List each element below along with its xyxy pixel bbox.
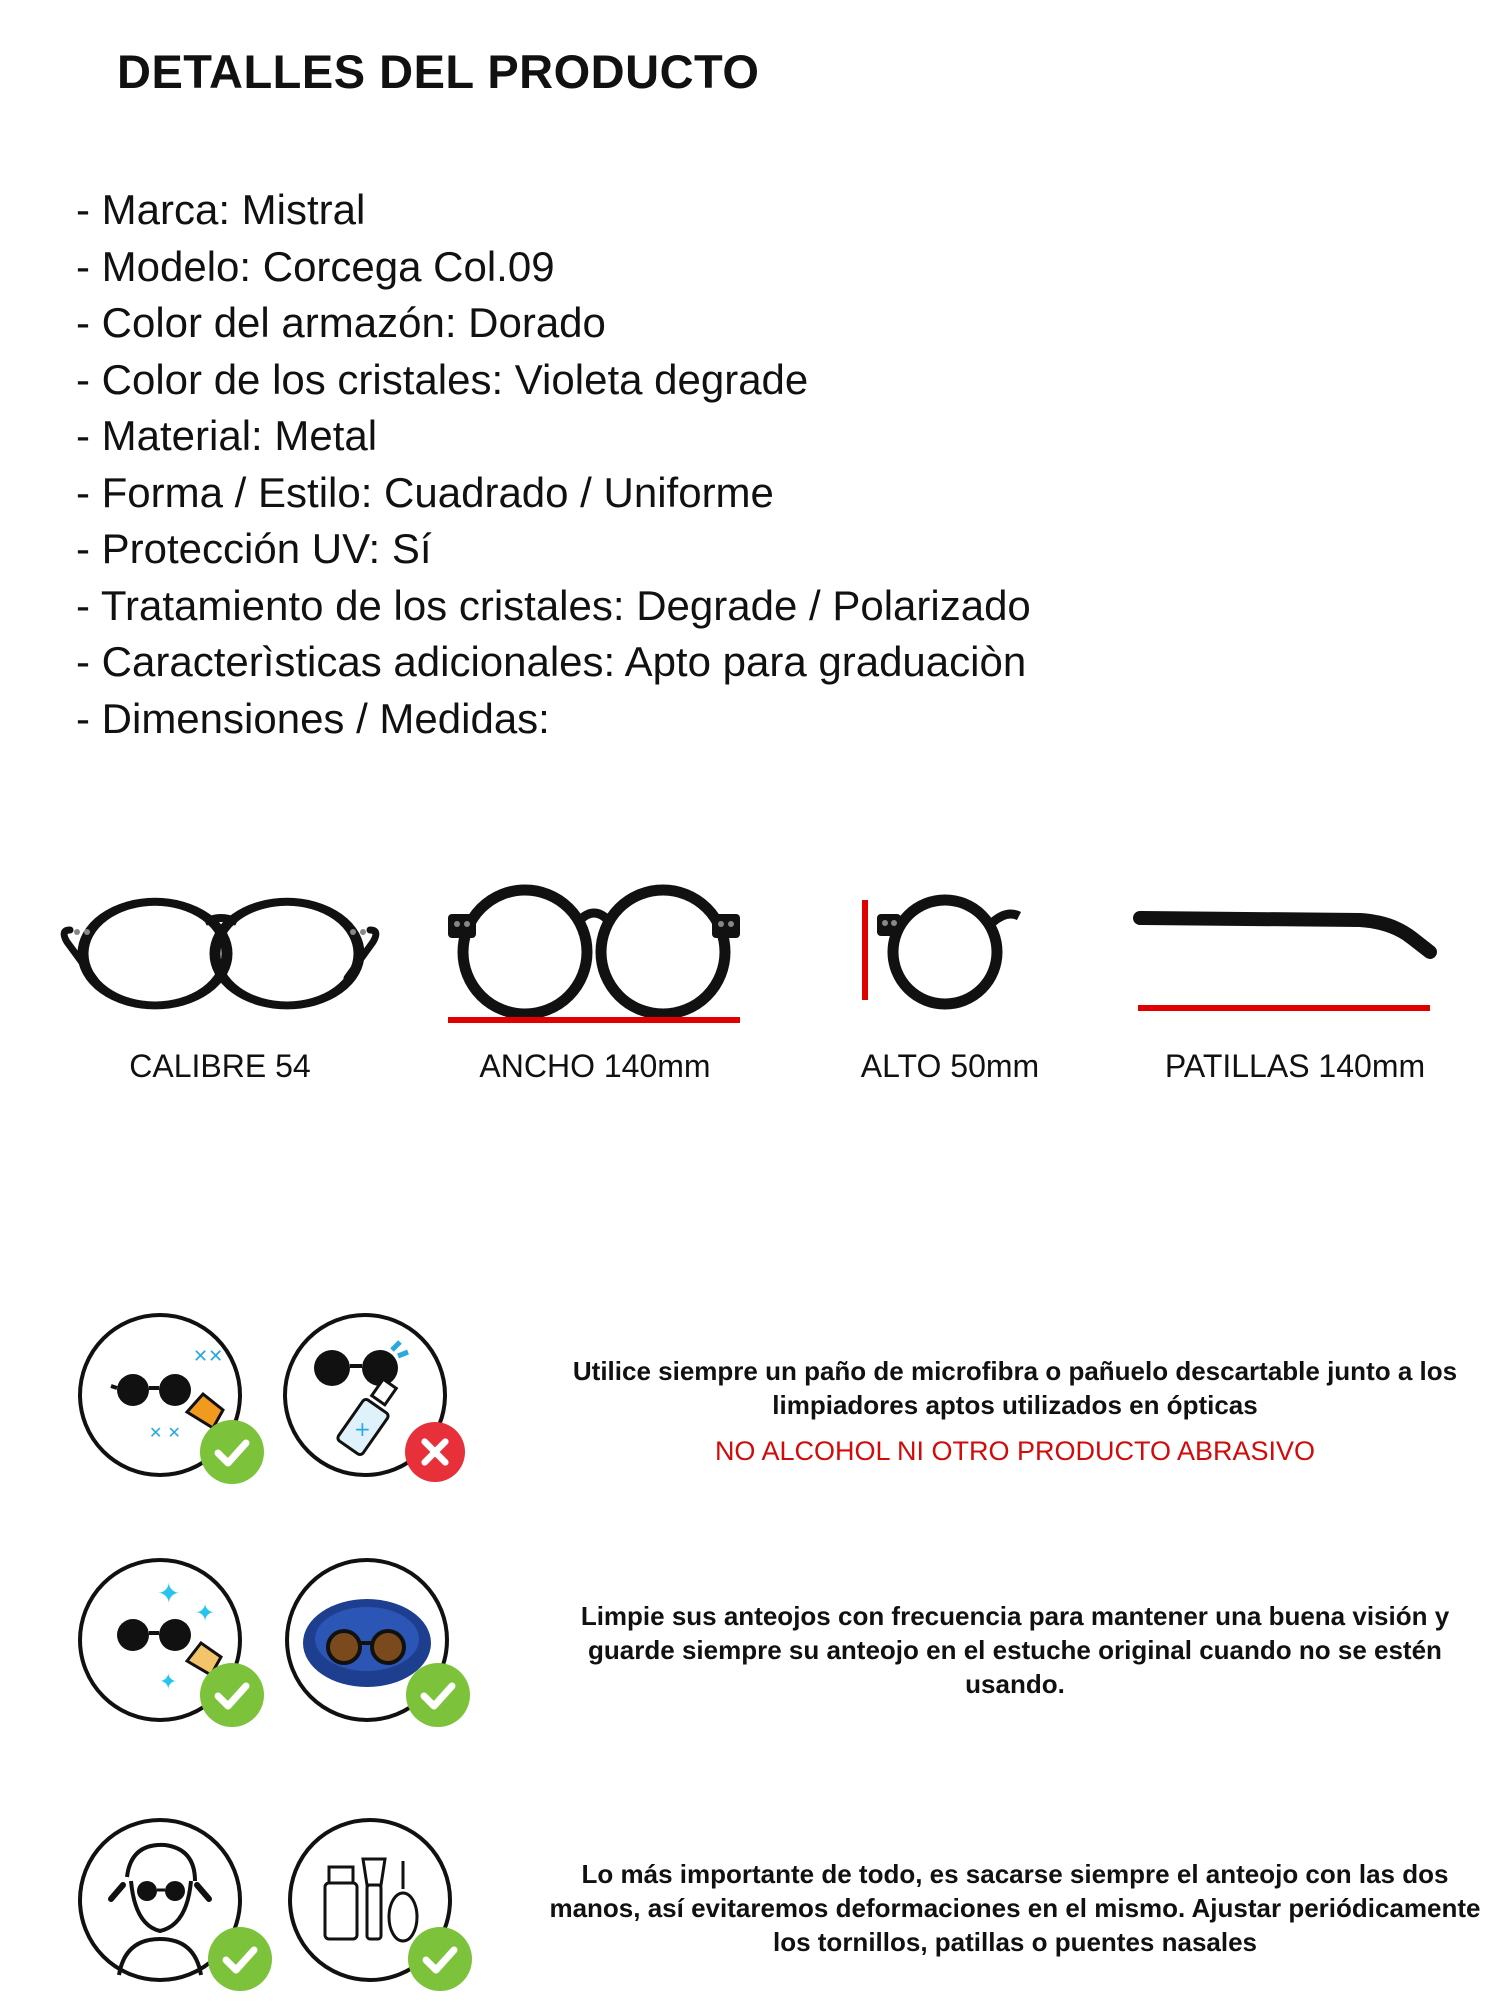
svg-text:✦: ✦ — [157, 1577, 181, 1610]
care-instruction: Limpie sus anteojos con frecuencia para mantener una buena visión y guarde siempre su anteojo en el estuche original cuando no se estén usando. — [580, 1601, 1450, 1699]
spec-item: - Caracterìsticas adicionales: Apto para graduaciòn — [76, 638, 1027, 685]
glasses-angled-icon — [55, 860, 385, 1040]
care-text — [540, 1857, 1490, 1959]
page-title: DETALLES DEL PRODUCTO — [117, 45, 760, 98]
care-row-1 — [70, 1310, 1470, 1510]
dimension-label: ANCHO 140mm — [479, 1048, 711, 1084]
check-badge-icon — [408, 1927, 472, 1991]
care-text — [540, 1599, 1490, 1701]
glasses-half-icon — [785, 860, 1115, 1040]
care-instruction: Utilice siempre un paño de microfibra o pañuelo descartable junto a los limpiadores aptos utilizados en ópticas — [572, 1356, 1458, 1420]
svg-text:✦: ✦ — [195, 1599, 216, 1627]
dimension-label: ALTO 50mm — [860, 1048, 1040, 1084]
spec-list — [76, 182, 1031, 747]
svg-text:✕✕: ✕✕ — [193, 1346, 224, 1367]
care-text — [540, 1354, 1490, 1468]
dimension-label: PATILLAS 140mm — [1164, 1048, 1426, 1084]
dimension-patillas — [1130, 860, 1460, 1100]
svg-text:✕ ✕: ✕ ✕ — [149, 1423, 181, 1442]
care-row-2 — [70, 1555, 1470, 1755]
care-instruction: Lo más importante de todo, es sacarse siempre el anteojo con las dos manos, así evitaremos deformaciones en el mismo. Ajustar periódicamente los tornillos, patillas o puentes nasales — [549, 1859, 1481, 1957]
check-badge-icon — [200, 1420, 264, 1484]
care-warning: NO ALCOHOL NI OTRO PRODUCTO ABRASIVO — [714, 1436, 1316, 1466]
spec-item: - Color del armazón: Dorado — [76, 299, 606, 346]
care-row-3 — [70, 1815, 1481, 2015]
check-badge-icon — [208, 1927, 272, 1991]
dimension-label: CALIBRE 54 — [129, 1048, 311, 1084]
spec-item: - Marca: Mistral — [76, 186, 366, 233]
glasses-front-icon — [430, 860, 760, 1040]
check-badge-icon — [200, 1663, 264, 1727]
svg-text:+: + — [354, 1417, 371, 1441]
spec-item: - Tratamiento de los cristales: Degrade / Polarizado — [76, 581, 1031, 629]
check-badge-icon — [406, 1663, 470, 1727]
glasses-temple-icon — [1130, 860, 1460, 1040]
dimension-alto — [785, 860, 1115, 1100]
cross-badge-icon — [405, 1422, 465, 1482]
spec-item: - Color de los cristales: Violeta degrade — [76, 355, 809, 403]
spec-item: - Forma / Estilo: Cuadrado / Uniforme — [76, 468, 774, 516]
spec-item: - Dimensiones / Medidas: — [76, 694, 550, 742]
spec-item: - Modelo: Corcega Col.09 — [76, 242, 555, 290]
spec-item: - Protección UV: Sí — [76, 525, 432, 572]
dimension-calibre — [55, 860, 385, 1100]
svg-text:✦: ✦ — [159, 1670, 178, 1695]
dimension-ancho — [430, 860, 760, 1100]
spec-item: - Material: Metal — [76, 412, 378, 459]
